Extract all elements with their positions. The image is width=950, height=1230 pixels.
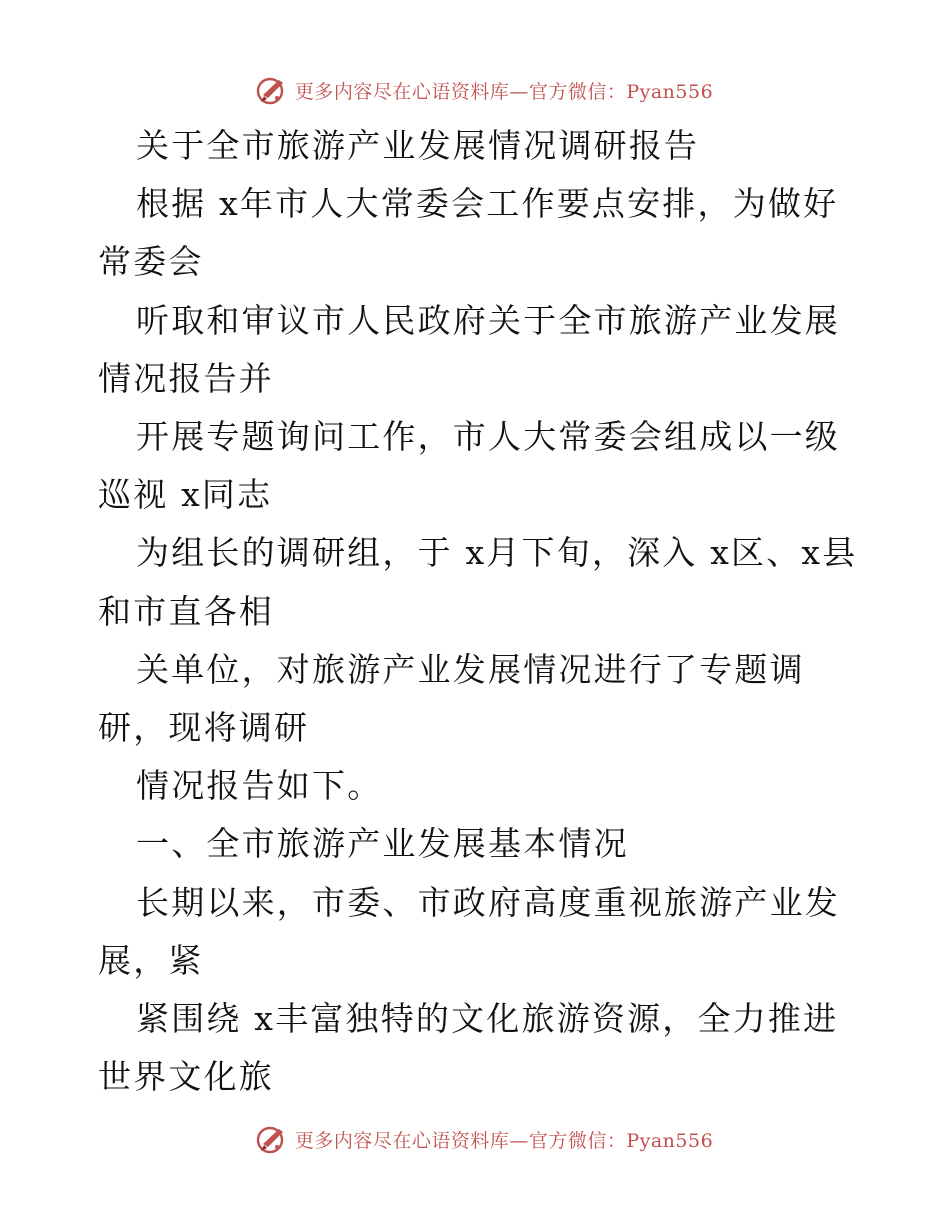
header-watermark: [0, 70, 950, 110]
paragraph: 听取和审议市人民政府关于全市旅游产业发展情况报告并: [98, 300, 840, 398]
footer-watermark: [0, 1119, 950, 1159]
paragraph: 开展专题询问工作，市人大常委会组成以一级巡视 x同志: [98, 417, 840, 515]
paragraph: 根据 x年市人大常委会工作要点安排，为做好常委会: [98, 184, 839, 282]
watermark-group: [255, 73, 713, 107]
paragraph: 情况报告如下。: [136, 766, 383, 806]
watermark-group: [255, 1122, 713, 1156]
paragraph: 长期以来，市委、市政府高度重视旅游产业发展，紧: [98, 882, 840, 980]
pen-logo-icon: [255, 73, 289, 107]
paragraph-title: 关于全市旅游产业发展情况调研报告: [136, 126, 700, 165]
section-heading: 一、全市旅游产业发展基本情况: [136, 824, 629, 864]
paragraph: 紧围绕 x丰富独特的文化旅游资源，全力推进世界文化旅: [98, 999, 839, 1097]
pen-logo-icon: [255, 1122, 289, 1156]
watermark-text: 更多内容尽在心语资料库—官方微信：Pyan556: [294, 80, 714, 103]
document-body: [98, 117, 868, 1106]
paragraph: 为组长的调研组，于 x月下旬，深入 x区、x县和市直各相: [98, 533, 858, 631]
paragraph: 关单位，对旅游产业发展情况进行了专题调研，现将调研: [98, 649, 805, 748]
watermark-text: 更多内容尽在心语资料库—官方微信：Pyan556: [294, 1129, 714, 1152]
